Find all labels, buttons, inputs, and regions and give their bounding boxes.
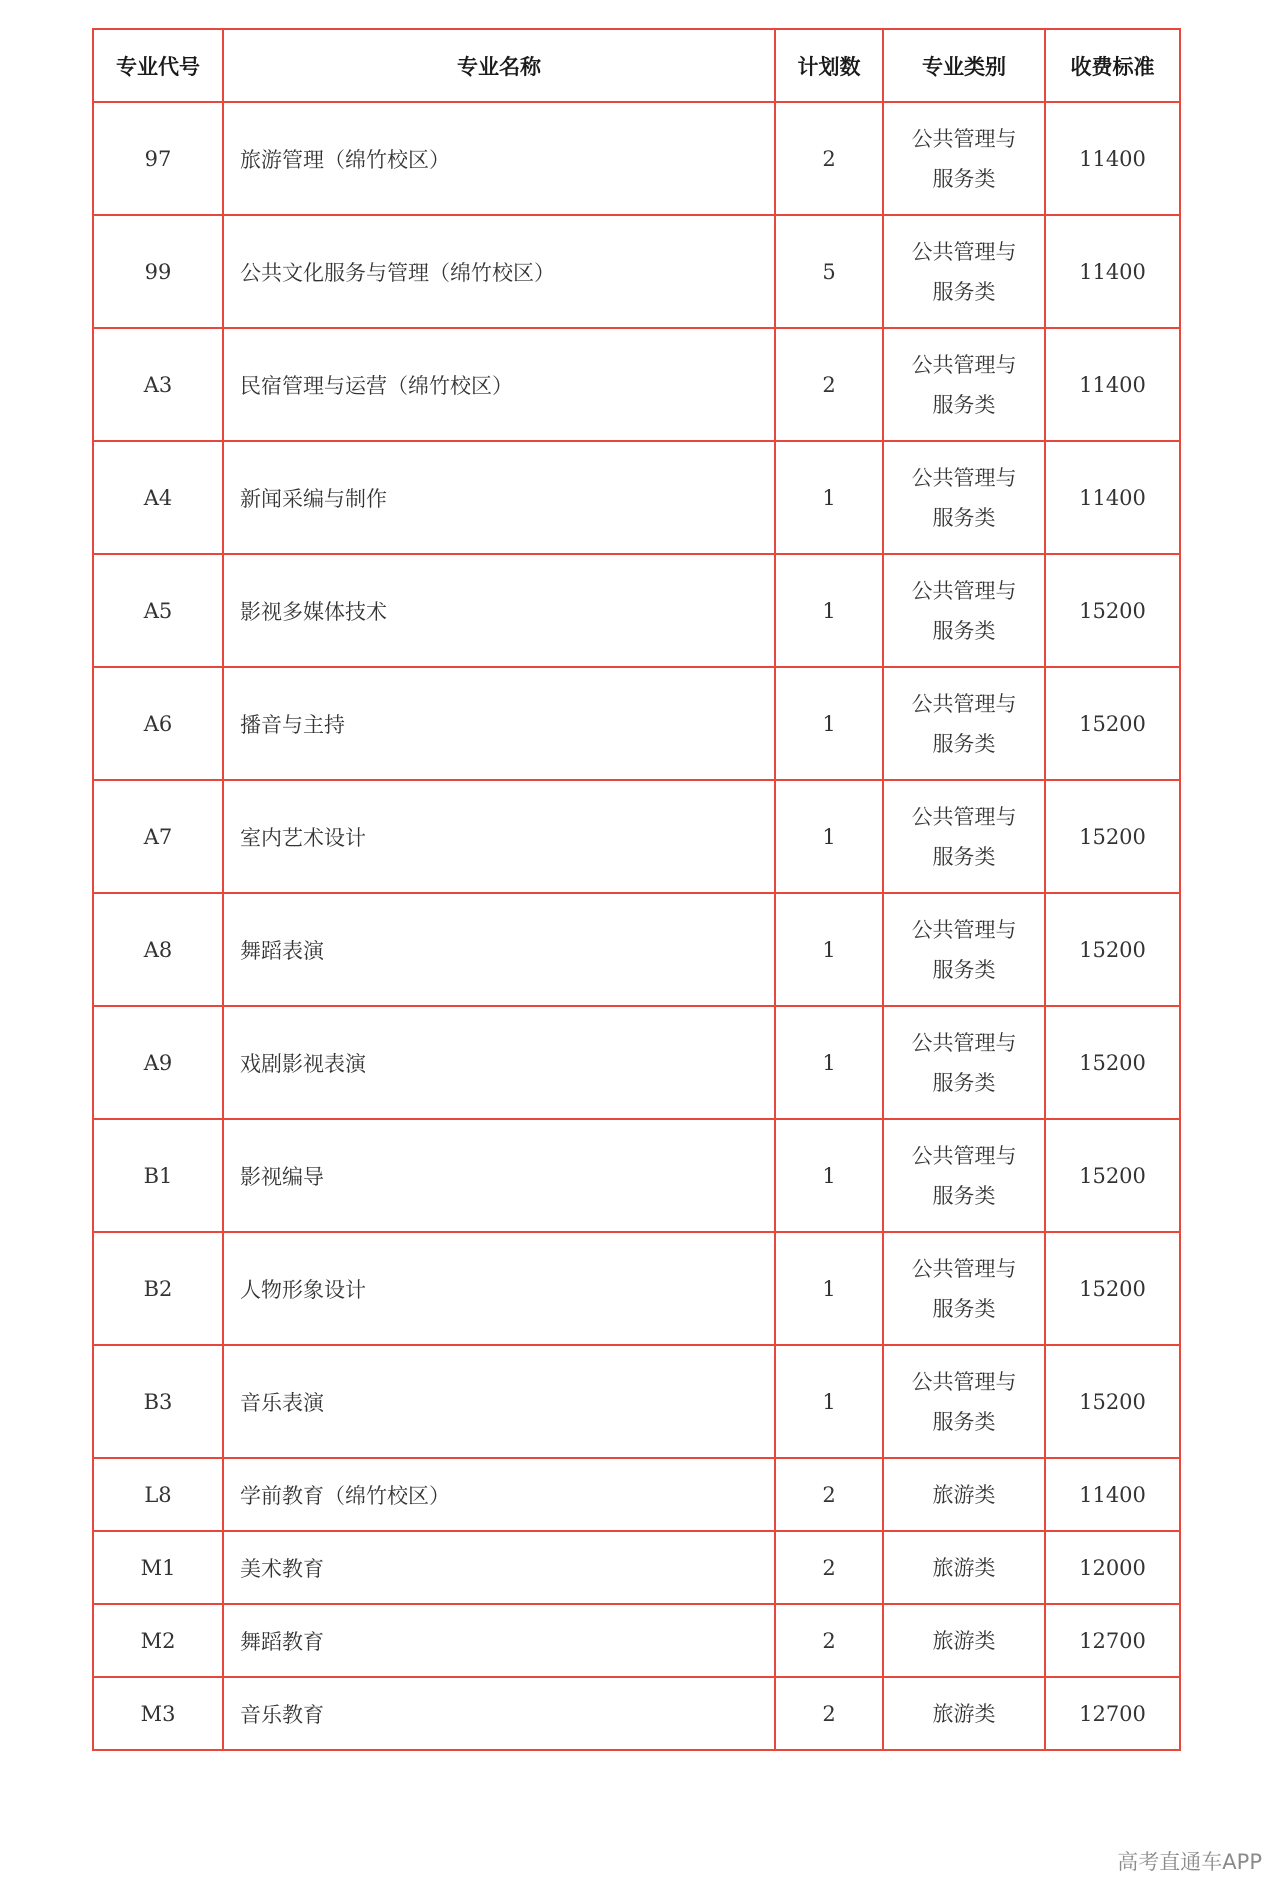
table-row <box>93 1531 1180 1604</box>
cell-major-name: 美术教育 <box>223 1531 775 1604</box>
category-text: 公共管理与服务类 <box>911 239 1017 304</box>
category-text: 公共管理与服务类 <box>911 1256 1017 1321</box>
cell-category <box>883 1677 1045 1750</box>
cell-plan-count: 1 <box>775 441 883 554</box>
table-row <box>93 1458 1180 1531</box>
cell-plan-count: 2 <box>775 1458 883 1531</box>
cell-plan-count: 2 <box>775 1531 883 1604</box>
category-text: 旅游类 <box>932 1555 996 1580</box>
cell-category <box>883 554 1045 667</box>
cell-code: B2 <box>93 1232 223 1345</box>
cell-major-name: 人物形象设计 <box>223 1232 775 1345</box>
cell-fee: 15200 <box>1045 1119 1180 1232</box>
category-text: 公共管理与服务类 <box>911 1369 1017 1434</box>
category-text: 公共管理与服务类 <box>911 465 1017 530</box>
table-row <box>93 1119 1180 1232</box>
cell-code: M3 <box>93 1677 223 1750</box>
cell-major-name: 民宿管理与运营（绵竹校区） <box>223 328 775 441</box>
cell-code: M1 <box>93 1531 223 1604</box>
cell-category <box>883 215 1045 328</box>
cell-fee: 12700 <box>1045 1677 1180 1750</box>
cell-category <box>883 667 1045 780</box>
cell-plan-count: 2 <box>775 102 883 215</box>
cell-code: A3 <box>93 328 223 441</box>
table-row <box>93 441 1180 554</box>
cell-plan-count: 1 <box>775 1232 883 1345</box>
cell-code: A7 <box>93 780 223 893</box>
cell-category <box>883 1119 1045 1232</box>
cell-fee: 15200 <box>1045 1232 1180 1345</box>
cell-fee: 12700 <box>1045 1604 1180 1677</box>
cell-category <box>883 441 1045 554</box>
table-row <box>93 1345 1180 1458</box>
table-row <box>93 1677 1180 1750</box>
cell-fee: 15200 <box>1045 1006 1180 1119</box>
cell-plan-count: 2 <box>775 1677 883 1750</box>
table-row <box>93 667 1180 780</box>
cell-fee: 11400 <box>1045 102 1180 215</box>
cell-fee: 15200 <box>1045 1345 1180 1458</box>
cell-category <box>883 1458 1045 1531</box>
cell-category <box>883 1006 1045 1119</box>
cell-fee: 15200 <box>1045 554 1180 667</box>
cell-category <box>883 1604 1045 1677</box>
cell-plan-count: 1 <box>775 667 883 780</box>
cell-major-name: 舞蹈教育 <box>223 1604 775 1677</box>
cell-code: B1 <box>93 1119 223 1232</box>
category-text: 公共管理与服务类 <box>911 578 1017 643</box>
header-name: 专业名称 <box>223 29 775 102</box>
cell-code: A9 <box>93 1006 223 1119</box>
cell-category <box>883 1232 1045 1345</box>
category-text: 公共管理与服务类 <box>911 691 1017 756</box>
table-row <box>93 102 1180 215</box>
category-text: 旅游类 <box>932 1482 996 1507</box>
header-category: 专业类别 <box>883 29 1045 102</box>
table-row <box>93 554 1180 667</box>
cell-plan-count: 1 <box>775 554 883 667</box>
header-fee: 收费标准 <box>1045 29 1180 102</box>
table-header-row <box>93 29 1180 102</box>
category-text: 旅游类 <box>932 1701 996 1726</box>
table-row <box>93 328 1180 441</box>
cell-code: 99 <box>93 215 223 328</box>
cell-category <box>883 102 1045 215</box>
cell-fee: 15200 <box>1045 780 1180 893</box>
cell-major-name: 新闻采编与制作 <box>223 441 775 554</box>
category-text: 公共管理与服务类 <box>911 917 1017 982</box>
major-plan-table <box>92 28 1181 1751</box>
category-text: 公共管理与服务类 <box>911 1143 1017 1208</box>
cell-code: A6 <box>93 667 223 780</box>
cell-category <box>883 328 1045 441</box>
cell-plan-count: 1 <box>775 780 883 893</box>
table-row <box>93 1604 1180 1677</box>
cell-category <box>883 780 1045 893</box>
cell-major-name: 音乐教育 <box>223 1677 775 1750</box>
cell-code: A4 <box>93 441 223 554</box>
header-code: 专业代号 <box>93 29 223 102</box>
cell-plan-count: 1 <box>775 893 883 1006</box>
cell-plan-count: 2 <box>775 328 883 441</box>
cell-code: L8 <box>93 1458 223 1531</box>
category-text: 公共管理与服务类 <box>911 352 1017 417</box>
cell-category <box>883 1345 1045 1458</box>
cell-code: M2 <box>93 1604 223 1677</box>
cell-major-name: 舞蹈表演 <box>223 893 775 1006</box>
cell-code: A8 <box>93 893 223 1006</box>
table-row <box>93 893 1180 1006</box>
cell-category <box>883 893 1045 1006</box>
cell-fee: 11400 <box>1045 328 1180 441</box>
cell-plan-count: 1 <box>775 1345 883 1458</box>
table-body <box>93 102 1180 1750</box>
cell-major-name: 旅游管理（绵竹校区） <box>223 102 775 215</box>
table-row <box>93 780 1180 893</box>
cell-fee: 15200 <box>1045 667 1180 780</box>
category-text: 公共管理与服务类 <box>911 804 1017 869</box>
cell-fee: 15200 <box>1045 893 1180 1006</box>
cell-major-name: 室内艺术设计 <box>223 780 775 893</box>
table-row <box>93 1006 1180 1119</box>
cell-major-name: 学前教育（绵竹校区） <box>223 1458 775 1531</box>
major-plan-sheet <box>92 28 1179 1751</box>
header-plan: 计划数 <box>775 29 883 102</box>
cell-category <box>883 1531 1045 1604</box>
category-text: 公共管理与服务类 <box>911 126 1017 191</box>
category-text: 公共管理与服务类 <box>911 1030 1017 1095</box>
cell-plan-count: 1 <box>775 1006 883 1119</box>
cell-plan-count: 5 <box>775 215 883 328</box>
cell-major-name: 戏剧影视表演 <box>223 1006 775 1119</box>
cell-fee: 11400 <box>1045 215 1180 328</box>
cell-code: B3 <box>93 1345 223 1458</box>
cell-plan-count: 2 <box>775 1604 883 1677</box>
table-row <box>93 1232 1180 1345</box>
cell-code: 97 <box>93 102 223 215</box>
cell-fee: 11400 <box>1045 1458 1180 1531</box>
table-row <box>93 215 1180 328</box>
cell-major-name: 公共文化服务与管理（绵竹校区） <box>223 215 775 328</box>
category-text: 旅游类 <box>932 1628 996 1653</box>
cell-fee: 11400 <box>1045 441 1180 554</box>
cell-code: A5 <box>93 554 223 667</box>
cell-major-name: 影视编导 <box>223 1119 775 1232</box>
cell-major-name: 播音与主持 <box>223 667 775 780</box>
cell-fee: 12000 <box>1045 1531 1180 1604</box>
cell-plan-count: 1 <box>775 1119 883 1232</box>
cell-major-name: 音乐表演 <box>223 1345 775 1458</box>
watermark-text: 高考直通车APP <box>1117 1850 1262 1874</box>
cell-major-name: 影视多媒体技术 <box>223 554 775 667</box>
